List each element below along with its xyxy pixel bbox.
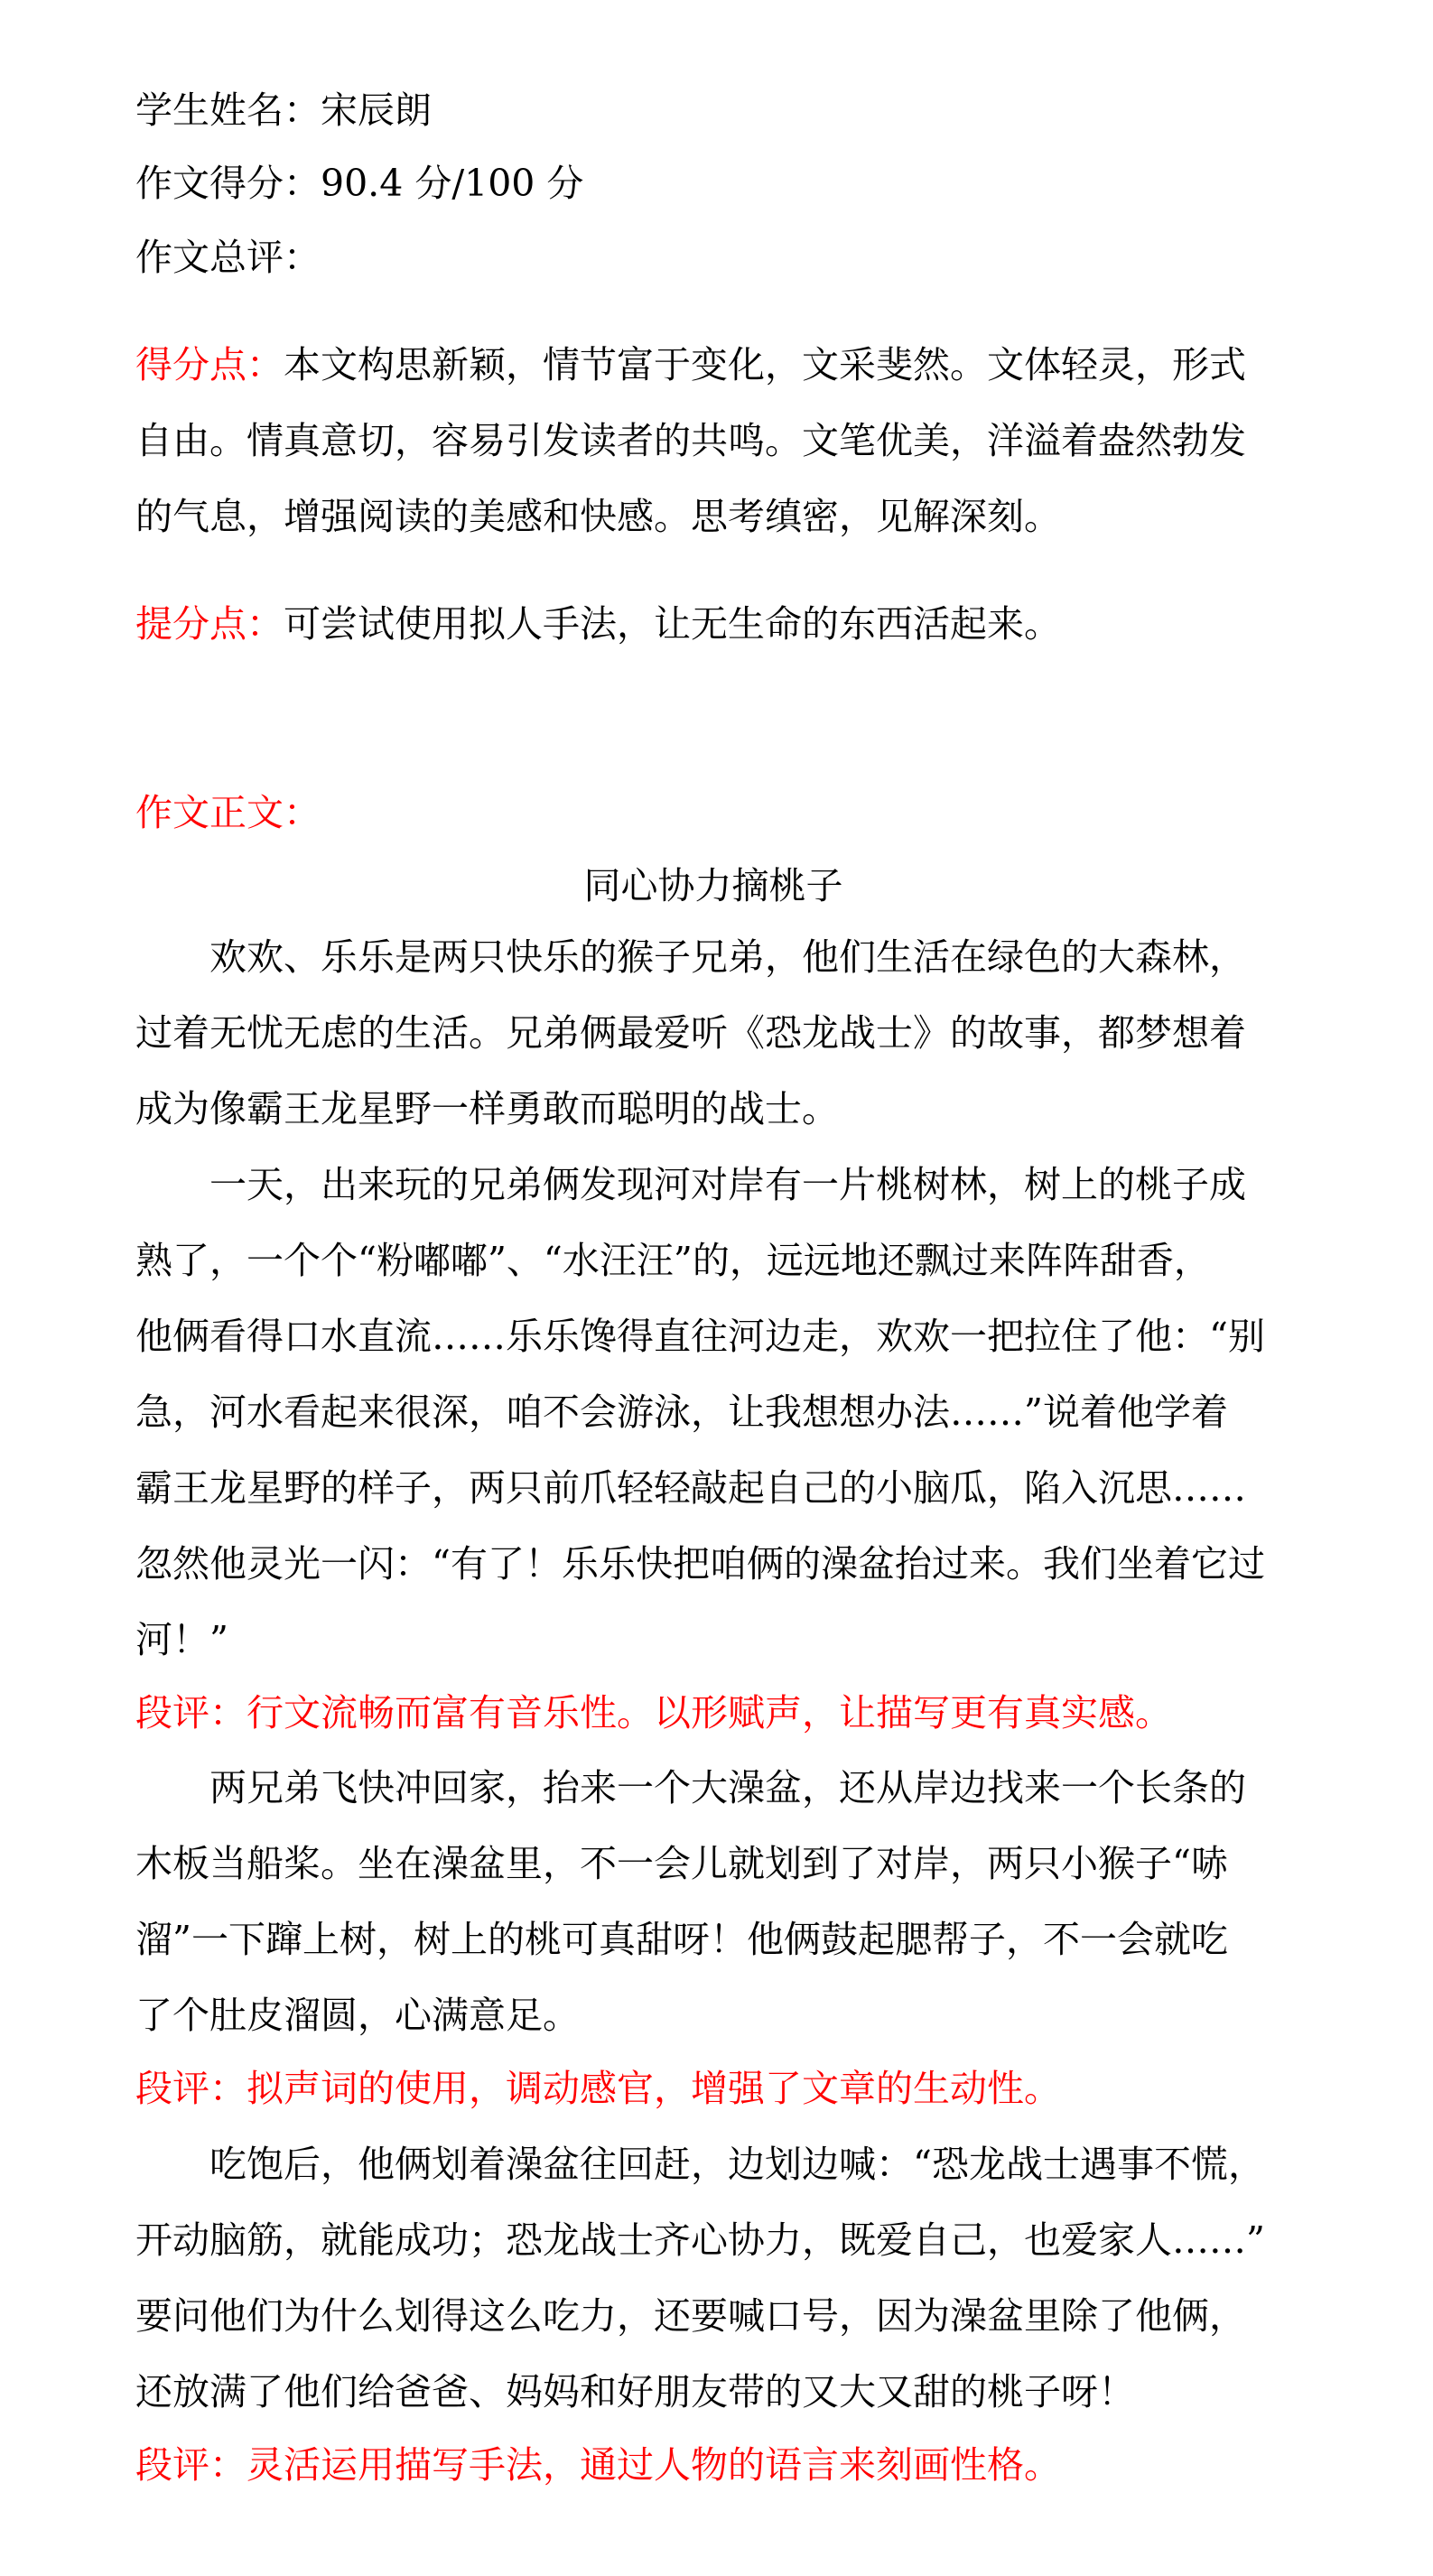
essay-line: 要问他们为什么划得这么吃力，还要喊口号，因为澡盆里除了他俩， [135, 2294, 1246, 2338]
essay-line: 他俩看得口水直流……乐乐馋得直往河边走，欢欢一把拉住了他：“别 [135, 1315, 1265, 1358]
essay-line: 吃饱后，他俩划着澡盆往回赶，边划边喊：“恐龙战士遇事不慌， [209, 2143, 1265, 2186]
essay-title: 同心协力摘桃子 [583, 864, 843, 907]
strength-line-1 [135, 338, 1246, 392]
strength-text: 本文构思新颖，情节富于变化，文采斐然。文体轻灵，形式 [284, 343, 1246, 386]
essay-body-label: 作文正文： [135, 791, 321, 834]
essay-line: 开动脑筋，就能成功；恐龙战士齐心协力，既爱自己，也爱家人……” [135, 2218, 1265, 2262]
summary-label: 作文总评： [135, 236, 321, 279]
paragraph-comment: 段评：拟声词的使用，调动感官，增强了文章的生动性。 [135, 2067, 1061, 2110]
paragraph-comment: 段评：灵活运用描写手法，通过人物的语言来刻画性格。 [135, 2443, 1061, 2487]
improve-row [135, 597, 1061, 651]
essay-line: 木板当船桨。坐在澡盆里，不一会儿就划到了对岸，两只小猴子“哧 [135, 1842, 1228, 1885]
improve-text: 可尝试使用拟人手法，让无生命的东西活起来。 [284, 602, 1061, 646]
strength-label: 得分点： [135, 343, 284, 386]
score-row [135, 156, 583, 210]
essay-line: 忽然他灵光一闪：“有了！乐乐快把咱俩的澡盆抬过来。我们坐着它过 [135, 1542, 1265, 1586]
essay-line: 霸王龙星野的样子，两只前爪轻轻敲起自己的小脑瓜，陷入沉思…… [135, 1466, 1246, 1510]
essay-line: 欢欢、乐乐是两只快乐的猴子兄弟，他们生活在绿色的大森林， [209, 935, 1246, 979]
student-name-value: 宋辰朗 [321, 88, 432, 132]
essay-line: 了个肚皮溜圆，心满意足。 [135, 1994, 580, 2037]
essay-line: 还放满了他们给爸爸、妈妈和好朋友带的又大又甜的桃子呀！ [135, 2370, 1135, 2413]
essay-line: 成为像霸王龙星野一样勇敢而聪明的战士。 [135, 1087, 839, 1130]
score-label: 作文得分： [135, 162, 321, 205]
student-name-row [135, 83, 432, 137]
improve-label: 提分点： [135, 602, 284, 646]
strength-line-2: 自由。情真意切，容易引发读者的共鸣。文笔优美，洋溢着盎然勃发 [135, 419, 1246, 462]
strength-line-3: 的气息，增强阅读的美感和快感。思考缜密，见解深刻。 [135, 495, 1061, 538]
essay-line: 一天，出来玩的兄弟俩发现河对岸有一片桃树林，树上的桃子成 [209, 1163, 1246, 1206]
score-value: 90.4 分/100 分 [321, 162, 584, 205]
essay-line: 溜”一下蹿上树，树上的桃可真甜呀！他俩鼓起腮帮子，不一会就吃 [135, 1918, 1228, 1961]
essay-line: 河！” [135, 1618, 228, 1661]
essay-line: 两兄弟飞快冲回家，抬来一个大澡盆，还从岸边找来一个长条的 [209, 1766, 1246, 1809]
essay-line: 急，河水看起来很深，咱不会游泳，让我想想办法……”说着他学着 [135, 1390, 1228, 1434]
student-name-label: 学生姓名： [135, 88, 321, 132]
paragraph-comment: 段评：行文流畅而富有音乐性。以形赋声，让描写更有真实感。 [135, 1691, 1172, 1734]
essay-line: 熟了，一个个“粉嘟嘟”、“水汪汪”的，远远地还飘过来阵阵甜香， [135, 1239, 1211, 1282]
essay-line: 过着无忧无虑的生活。兄弟俩最爱听《恐龙战士》的故事，都梦想着 [135, 1011, 1246, 1055]
